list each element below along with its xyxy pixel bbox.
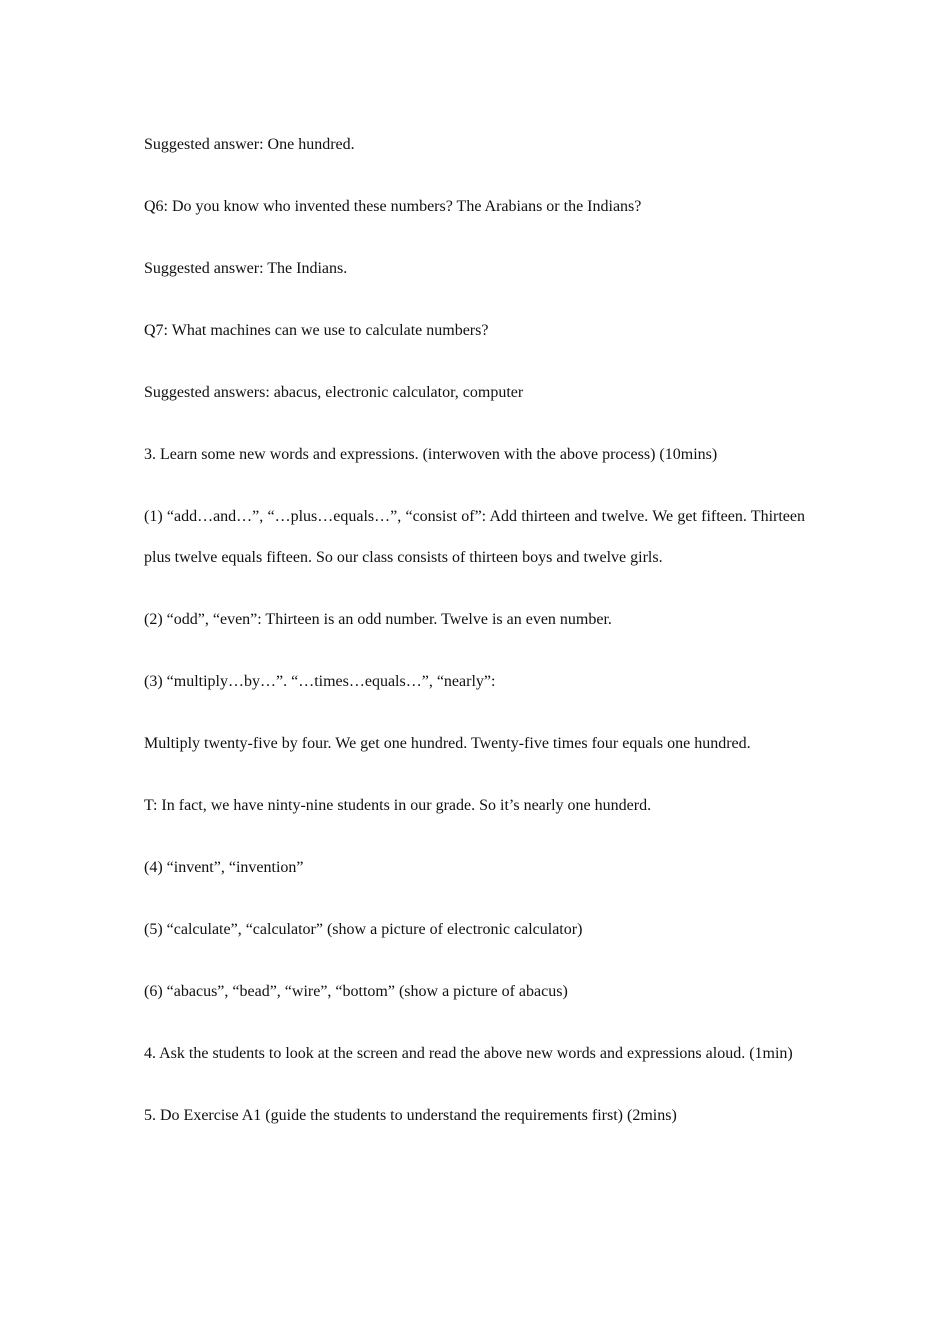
- question-q7: Q7: What machines can we use to calculate numbers?: [144, 322, 489, 339]
- answer-q6: Suggested answer: The Indians.: [144, 260, 348, 277]
- vocab-item-4: (4) “invent”, “invention”: [144, 859, 304, 876]
- document-body: [144, 124, 805, 1157]
- vocab-item-1: (1) “add…and…”, “…plus…equals…”, “consist of”: Add thirteen and twelve. We get fifteen. Thirteen plus twelve equals fifteen. So our class consists of thirteen boys and twelve girls.: [144, 508, 805, 566]
- step-3-heading: 3. Learn some new words and expressions. (interwoven with the above process) (10mins): [144, 446, 718, 463]
- vocab-item-3-example: Multiply twenty-five by four. We get one hundred. Twenty-five times four equals one hundred.: [144, 735, 751, 752]
- vocab-item-6: (6) “abacus”, “bead”, “wire”, “bottom” (show a picture of abacus): [144, 983, 568, 1000]
- question-q6: Q6: Do you know who invented these numbers? The Arabians or the Indians?: [144, 198, 642, 215]
- answer-q5: Suggested answer: One hundred.: [144, 136, 355, 153]
- teacher-line: T: In fact, we have ninty-nine students in our grade. So it’s nearly one hunderd.: [144, 797, 652, 814]
- vocab-item-2: (2) “odd”, “even”: Thirteen is an odd number. Twelve is an even number.: [144, 611, 612, 628]
- vocab-item-5: (5) “calculate”, “calculator” (show a picture of electronic calculator): [144, 921, 583, 938]
- answer-q7: Suggested answers: abacus, electronic calculator, computer: [144, 384, 524, 401]
- vocab-item-3: (3) “multiply…by…”. “…times…equals…”, “nearly”:: [144, 673, 496, 690]
- step-4: 4. Ask the students to look at the screen and read the above new words and expressions aloud. (1min): [144, 1045, 793, 1062]
- step-5: 5. Do Exercise A1 (guide the students to understand the requirements first) (2mins): [144, 1107, 677, 1124]
